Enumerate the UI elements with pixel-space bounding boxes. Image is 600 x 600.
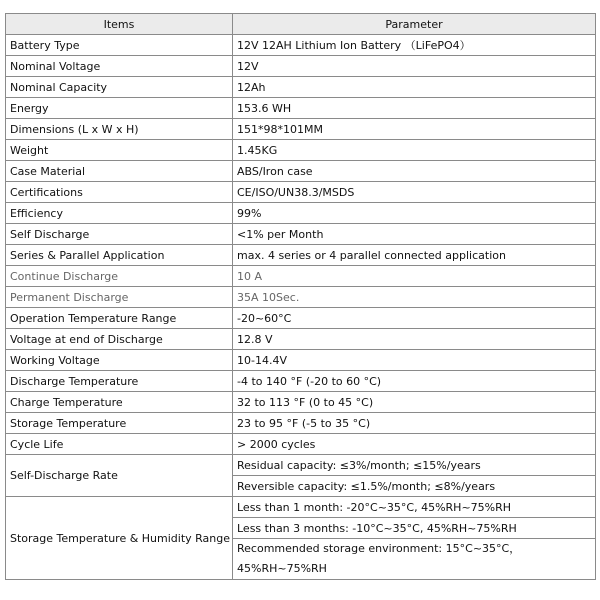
item-label: Storage Temperature: [6, 413, 233, 434]
item-value: 153.6 WH: [233, 98, 596, 119]
item-label: Voltage at end of Discharge: [6, 329, 233, 350]
header-items: Items: [6, 14, 233, 35]
table-row: [6, 140, 596, 161]
item-value: 151*98*101MM: [233, 119, 596, 140]
item-label: Charge Temperature: [6, 392, 233, 413]
table-row: [6, 266, 596, 287]
item-label: Certifications: [6, 182, 233, 203]
table-row: [6, 371, 596, 392]
table-row: [6, 392, 596, 413]
table-row: [6, 119, 596, 140]
table-row: [6, 455, 596, 476]
table-row: [6, 161, 596, 182]
item-value: 1.45KG: [233, 140, 596, 161]
table-row: [6, 182, 596, 203]
item-value: -4 to 140 °F (-20 to 60 °C): [233, 371, 596, 392]
table-row: [6, 413, 596, 434]
item-value: 12V 12AH Lithium Ion Battery （LiFePO4）: [233, 35, 596, 56]
table-row: [6, 56, 596, 77]
table-row: [6, 434, 596, 455]
item-label: Nominal Capacity: [6, 77, 233, 98]
item-value: 99%: [233, 203, 596, 224]
table-row: [6, 77, 596, 98]
item-value-line: 45%RH~75%RH: [237, 562, 327, 575]
item-label: Discharge Temperature: [6, 371, 233, 392]
item-value: 12V: [233, 56, 596, 77]
table-row: [6, 287, 596, 308]
item-label: Energy: [6, 98, 233, 119]
table-row: [6, 497, 596, 518]
item-label: Nominal Voltage: [6, 56, 233, 77]
spec-table: [5, 13, 596, 580]
item-value: 23 to 95 °F (-5 to 35 °C): [233, 413, 596, 434]
item-label: Self Discharge: [6, 224, 233, 245]
table-row: [6, 224, 596, 245]
table-row: [6, 350, 596, 371]
item-value: Reversible capacity: ≤1.5%/month; ≤8%/years: [233, 476, 596, 497]
item-value: CE/ISO/UN38.3/MSDS: [233, 182, 596, 203]
table-row: [6, 329, 596, 350]
item-label: Series & Parallel Application: [6, 245, 233, 266]
item-label: Storage Temperature & Humidity Range: [6, 497, 233, 580]
header-parameter: Parameter: [233, 14, 596, 35]
item-value: <1% per Month: [233, 224, 596, 245]
item-label: Continue Discharge: [6, 266, 233, 287]
item-value: 32 to 113 °F (0 to 45 °C): [233, 392, 596, 413]
table-row: [6, 98, 596, 119]
table-row: [6, 308, 596, 329]
item-label: Working Voltage: [6, 350, 233, 371]
item-label: Self-Discharge Rate: [6, 455, 233, 497]
item-value: -20~60°C: [233, 308, 596, 329]
item-value: 12Ah: [233, 77, 596, 98]
item-value: 10 A: [233, 266, 596, 287]
item-label: Cycle Life: [6, 434, 233, 455]
item-label: Weight: [6, 140, 233, 161]
item-value: Less than 1 month: -20°C~35°C, 45%RH~75%RH: [233, 497, 596, 518]
item-value: ABS/Iron case: [233, 161, 596, 182]
item-value: 10-14.4V: [233, 350, 596, 371]
item-value: Residual capacity: ≤3%/month; ≤15%/years: [233, 455, 596, 476]
item-value: max. 4 series or 4 parallel connected application: [233, 245, 596, 266]
item-value: [233, 539, 596, 580]
table-row: [6, 35, 596, 56]
item-label: Efficiency: [6, 203, 233, 224]
header-row: [6, 14, 596, 35]
item-value-line: Recommended storage environment: 15°C~35°C，: [237, 542, 521, 555]
item-value: 35A 10Sec.: [233, 287, 596, 308]
item-label: Dimensions (L x W x H): [6, 119, 233, 140]
table-row: [6, 203, 596, 224]
table-row: [6, 245, 596, 266]
item-label: Battery Type: [6, 35, 233, 56]
item-value: Less than 3 months: -10°C~35°C, 45%RH~75%RH: [233, 518, 596, 539]
item-value: > 2000 cycles: [233, 434, 596, 455]
item-label: Operation Temperature Range: [6, 308, 233, 329]
item-value: 12.8 V: [233, 329, 596, 350]
item-label: Permanent Discharge: [6, 287, 233, 308]
item-label: Case Material: [6, 161, 233, 182]
